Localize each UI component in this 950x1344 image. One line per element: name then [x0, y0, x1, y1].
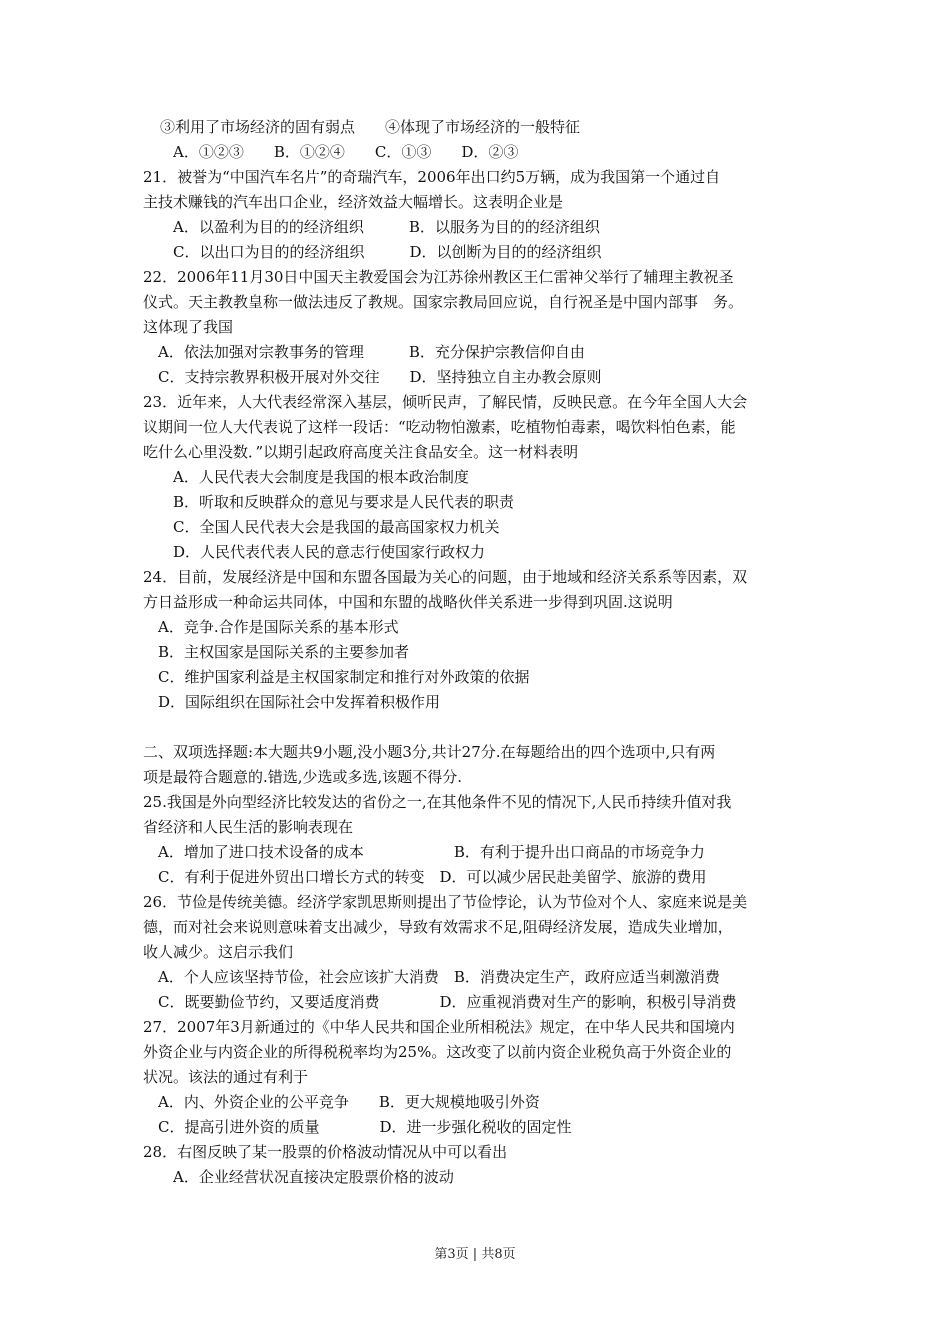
doc-line: 吃什么心里没数．”以期引起政府高度关注食品安全。这一材料表明 — [143, 443, 579, 461]
option-line: A．个人应该坚持节俭，社会应该扩大消费 B．消费决定生产，政府应适当刺激消费 — [158, 968, 720, 986]
option-line: C．维护国家利益是主权国家制定和推行对外政策的依据 — [158, 668, 530, 686]
option-line: A．内、外资企业的公平竞争 B．更大规模地吸引外资 — [158, 1093, 540, 1111]
option-line: C．以出口为目的的经济组织 D．以创断为目的的经济组织 — [173, 243, 602, 261]
doc-line: 议期间一位人大代表说了这样一段话：“吃动物怕激素，吃植物怕毒素，喝饮料怕色素，能 — [143, 418, 736, 436]
option-line: C．既要勤俭节约，又要适度消费 D．应重视消费对生产的影响，积极引导消费 — [158, 993, 737, 1011]
option-line: D．人民代表代表人民的意志行使国家行政权力 — [173, 543, 486, 561]
question-26-stem: 26．节俭是传统美德。经济学家凯思斯则提出了节俭悖论，认为节俭对个人、家庭来说是美 — [143, 893, 748, 911]
option-line: B．听取和反映群众的意见与要求是人民代表的职责 — [173, 493, 515, 511]
option-line: B．主权国家是国际关系的主要参加者 — [158, 643, 410, 661]
doc-line: 外资企业与内资企业的所得税税率均为25%。这改变了以前内资企业税负高于外资企业的 — [143, 1043, 732, 1061]
question-22-stem: 22．2006年11月30日中国天主教爱国会为江苏徐州教区王仁雷神父举行了辅理主教祝圣 — [143, 268, 734, 286]
question-25-stem: 25.我国是外向型经济比较发达的省份之一,在其他条件不见的情况下,人民币持续升值对我 — [143, 793, 732, 811]
doc-line: 主技术赚钱的汽车出口企业，经济效益大幅增长。这表明企业是 — [143, 193, 564, 211]
option-line: A．依法加强对宗教事务的管理 B．充分保护宗教信仰自由 — [158, 343, 585, 361]
option-line: D．国际组织在国际社会中发挥着积极作用 — [158, 693, 441, 711]
doc-line: 省经济和人民生活的影响表现在 — [143, 818, 354, 836]
page-footer: 第3页 | 共8页 — [434, 1247, 516, 1262]
option-line: A．增加了进口技术设备的成本 B．有利于提升出口商品的市场竞争力 — [158, 843, 705, 861]
option-line: A．以盈利为目的的经济组织 B．以服务为目的的经济组织 — [173, 218, 600, 236]
question-24-stem: 24．目前，发展经济是中国和东盟各国最为关心的问题，由于地域和经济关系系等因素，双 — [143, 568, 748, 586]
question-23-stem: 23．近年来，人大代表经常深入基层，倾听民声，了解民情，反映民意。在今年全国人大会 — [143, 393, 748, 411]
doc-line: 德，而对社会来说则意味着支出减少，导致有效需求不足,阻碍经济发展，造成失业增加， — [143, 918, 733, 936]
question-27-stem: 27．2007年3月新通过的《中华人民共和国企业所相税法》规定，在中华人民共和国境内 — [143, 1018, 735, 1036]
doc-line: 这体现了我国 — [143, 318, 234, 336]
doc-line: A．①②③ B．①②④ C．①③ D．②③ — [173, 143, 519, 161]
option-line: C．支持宗教界积极开展对外交往 D．坚持独立自主办教会原则 — [158, 368, 602, 386]
option-line: C．全国人民代表大会是我国的最高国家权力机关 — [173, 518, 500, 536]
question-28-stem: 28．右图反映了某一股票的价格波动情况从中可以看出 — [143, 1143, 508, 1161]
doc-line: 项是最符合题意的.错选,少选或多选,该题不得分. — [143, 768, 463, 786]
option-line: C．提高引进外资的质量 D．进一步强化税收的固定性 — [158, 1118, 572, 1136]
doc-line: 方日益形成一种命运共同体，中国和东盟的战略伙伴关系进一步得到巩固.这说明 — [143, 593, 673, 611]
option-line: A．人民代表大会制度是我国的根本政治制度 — [173, 468, 469, 486]
doc-line: ③利用了市场经济的固有弱点 ④体现了市场经济的一般特征 — [160, 118, 581, 136]
section-heading: 二、双项选择题:本大题共9小题,没小题3分,共计27分.在每题给出的四个选项中,只有两 — [143, 743, 716, 761]
option-line: C．有利于促进外贸出口增长方式的转变 D．可以减少居民赴美留学、旅游的费用 — [158, 868, 707, 886]
question-21-stem: 21．被誉为“中国汽车名片”的奇瑞汽车，2006年出口约5万辆，成为我国第一个通过自 — [143, 168, 721, 186]
doc-line: 状况。该法的通过有利于 — [143, 1068, 309, 1086]
doc-line: 收人减少。这启示我们 — [143, 943, 294, 961]
doc-line: 仪式。天主教教皇称一做法违反了教规。国家宗教局回应说，自行祝圣是中国内部事 务。 — [143, 293, 744, 311]
option-line: A．竞争.合作是国际关系的基本形式 — [158, 618, 399, 636]
option-line: A．企业经营状况直接决定股票价格的波动 — [173, 1168, 454, 1186]
